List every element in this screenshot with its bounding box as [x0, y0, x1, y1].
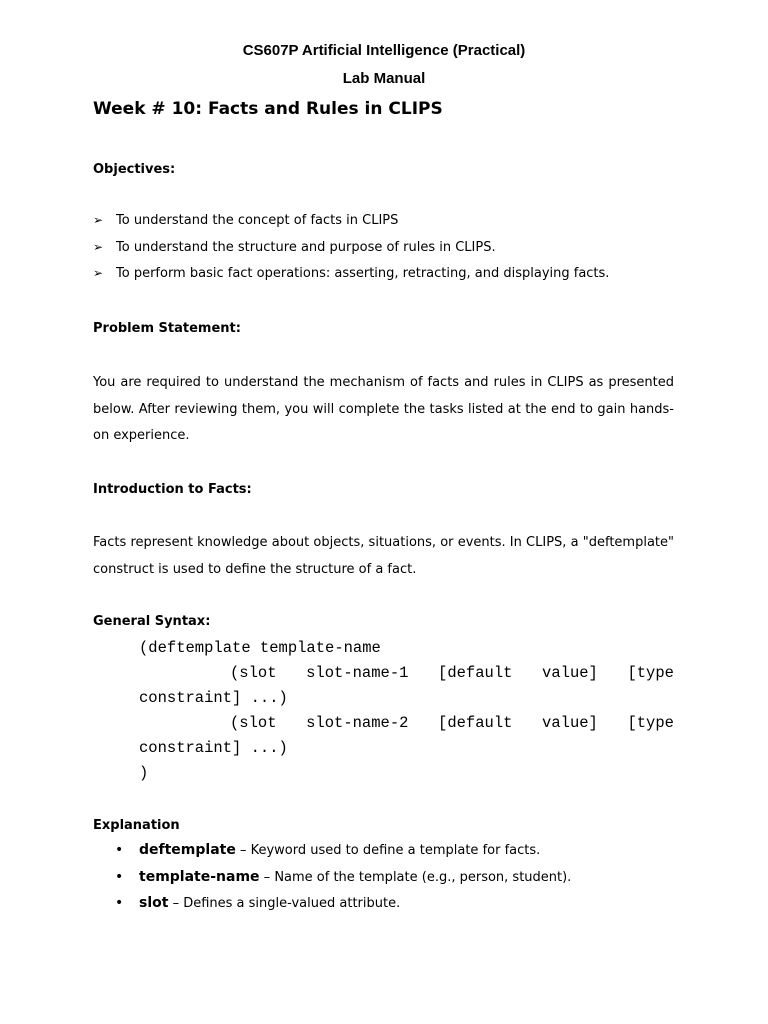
code-token: [type [627, 664, 674, 682]
objective-item [93, 213, 609, 240]
code-slot-line [139, 711, 674, 736]
code-token: (slot [230, 714, 277, 732]
code-token: slot-name-2 [306, 714, 409, 732]
explanation-desc: Name of the template (e.g., person, student). [274, 869, 572, 885]
separator: – [168, 896, 184, 911]
explanation-item [93, 895, 571, 922]
code-line: (deftemplate template-name [139, 639, 381, 657]
explanation-term: deftemplate [139, 842, 236, 858]
explanation-item [93, 842, 571, 869]
code-line: ) [139, 764, 149, 782]
general-syntax-heading: General Syntax: [93, 614, 211, 629]
code-token: [default [438, 714, 513, 732]
arrow-bullet-icon: ➢ [93, 266, 104, 280]
arrow-bullet-icon: ➢ [93, 213, 104, 227]
objective-text: To understand the concept of facts in CLIPS [116, 213, 399, 228]
explanation-term: slot [139, 895, 169, 911]
code-slot-line [139, 661, 674, 686]
week-title: Week # 10: Facts and Rules in CLIPS [93, 99, 443, 119]
intro-facts-heading: Introduction to Facts: [93, 482, 252, 497]
bullet-icon: • [115, 895, 124, 911]
objectives-heading: Objectives: [93, 162, 176, 177]
separator: – [259, 869, 275, 885]
code-token: slot-name-1 [306, 664, 409, 682]
code-token: [type [627, 714, 674, 732]
explanation-list [93, 842, 571, 922]
objective-text: To understand the structure and purpose of rules in CLIPS. [116, 239, 496, 255]
explanation-heading: Explanation [93, 818, 180, 833]
course-title: CS607P Artificial Intelligence (Practical) [242, 42, 526, 59]
code-token: value] [542, 664, 598, 682]
objective-item [93, 266, 609, 293]
explanation-desc: Keyword used to define a template for facts. [250, 843, 541, 858]
objectives-list [93, 213, 609, 293]
code-token: [default [438, 664, 513, 682]
arrow-bullet-icon: ➢ [93, 239, 104, 254]
intro-facts-text: Facts represent knowledge about objects, situations, or events. In CLIPS, a "deftemplate" construct is used to define the structure of a fact. [93, 535, 674, 577]
code-line: constraint] ...) [139, 689, 288, 707]
explanation-desc: Defines a single-valued attribute. [183, 896, 401, 911]
objective-text: To perform basic fact operations: asserting, retracting, and displaying facts. [116, 266, 610, 281]
problem-statement-heading: Problem Statement: [93, 321, 241, 336]
code-token: (slot [230, 664, 277, 682]
lab-manual-label: Lab Manual [342, 70, 426, 87]
explanation-term: template-name [139, 868, 260, 885]
explanation-item [93, 869, 571, 896]
objective-item [93, 240, 609, 267]
bullet-icon: • [115, 842, 124, 858]
separator: – [235, 843, 251, 858]
syntax-code-block [139, 636, 674, 786]
problem-statement-text: You are required to understand the mechanism of facts and rules in CLIPS as presented below. After reviewing them, you will complete the tasks listed at the end to gain hands-on experience. [93, 375, 674, 444]
bullet-icon: • [115, 868, 124, 885]
code-line: constraint] ...) [139, 739, 288, 757]
code-token: value] [542, 714, 598, 732]
